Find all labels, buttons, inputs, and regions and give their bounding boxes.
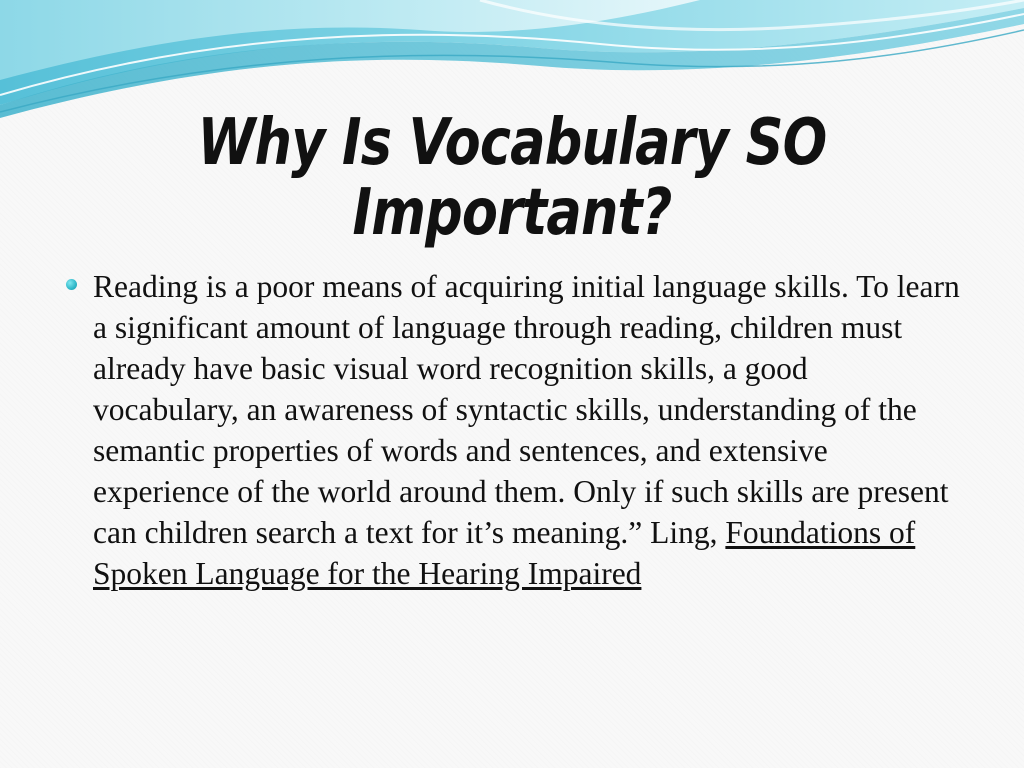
slide-title: Why Is Vocabulary SO Important? <box>197 106 827 251</box>
citation-link[interactable]: Foundations of Spoken Language for the Hearing Impaired <box>93 515 916 591</box>
bullet-text <box>93 266 960 594</box>
teal-circle-bullet-icon <box>66 279 77 290</box>
slide-content <box>60 266 960 594</box>
bullet-item <box>60 266 960 594</box>
quote-text: Reading is a poor means of acquiring initial language skills. To learn a significant amount of language through reading, children must already have basic visual word recognition skills, a good vocabulary, an awareness of syntactic skills, understanding of the semantic properties of words and sentences, and extensive experience of the world around them. Only if such skills are present can children search a text for it’s meaning.” Ling, <box>93 269 960 550</box>
